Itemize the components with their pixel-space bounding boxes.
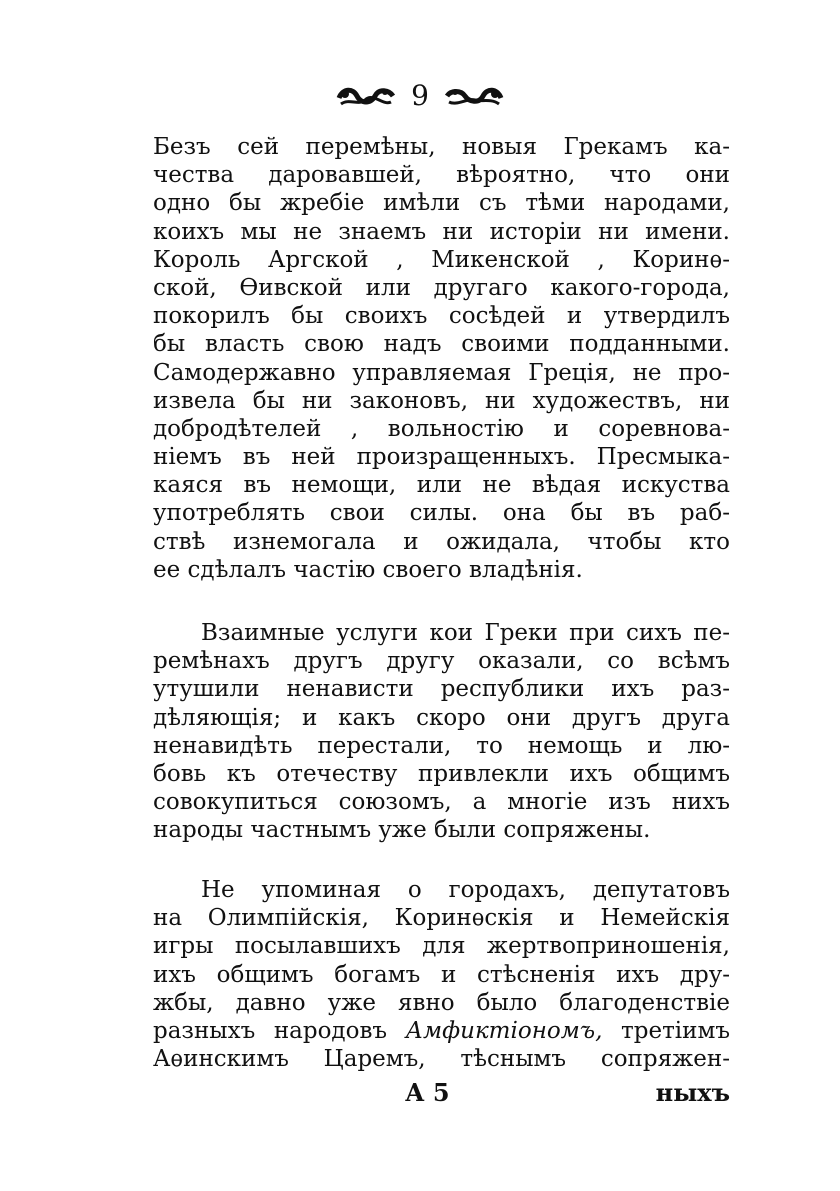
- paragraph-2: [153, 619, 730, 845]
- text-line: Не упоминая о городахъ, депутатовъ: [201, 877, 730, 903]
- text-line: жбы, давно уже явно было благоденствiе: [153, 989, 730, 1016]
- catchword: ныхъ: [655, 1078, 730, 1107]
- text-line: коихъ мы не знаемъ ни исторіи ни имени.: [153, 218, 730, 245]
- text-line: народы частнымъ уже были сопряжены.: [153, 817, 651, 844]
- text-line: нiемъ въ ней произращенныхъ. Пресмыка-: [153, 444, 730, 471]
- text-line: игры посылавшихъ для жертвоприношенiя,: [153, 933, 730, 960]
- text-line: Король Аргской , Микенской , Коринѳ-: [153, 246, 730, 273]
- text-line: покорилъ бы своихъ сосѣдей и утвердилъ: [153, 303, 730, 330]
- text-line: ремѣнахъ другъ другу оказали, со всѣмъ: [153, 648, 730, 675]
- page-number: 9: [411, 79, 429, 112]
- text-line: ее сдѣлалъ частiю своего владѣнiя.: [153, 556, 583, 583]
- text-line: утушили ненависти республики ихъ раз-: [153, 676, 730, 703]
- text-line: чества даровавшей, вѣроятно, что они: [153, 162, 730, 189]
- line-text: третiимъ: [621, 1017, 730, 1044]
- text-line: Безъ сей перемѣны, новыя Грекамъ ка-: [153, 134, 730, 160]
- text-line: дѣляющiя; и какъ скоро они другъ друга: [153, 704, 730, 731]
- text-line: бовь къ отечеству привлекли ихъ общимъ: [153, 760, 730, 787]
- ornament-left-icon: [335, 84, 397, 108]
- text-line: Аѳинскимъ Царемъ, тѣснымъ сопряжен-: [153, 1046, 730, 1073]
- ornament-right-icon: [443, 84, 505, 108]
- text-line: ненавидѣть перестали, то немощь и лю-: [153, 732, 730, 759]
- text-line: ской, Ѳивской или другаго какого-города,: [153, 274, 730, 301]
- text-line: совокупиться союзомъ, а многiе изъ нихъ: [153, 789, 730, 816]
- page-header: [0, 79, 840, 112]
- text-line: добродѣтелей , вольностiю и соревнова-: [153, 415, 730, 442]
- text-line-mixed: [153, 1017, 730, 1045]
- text-line: ствѣ изнемогала и ожидала, чтобы кто: [153, 528, 730, 555]
- paragraph-3: [153, 876, 730, 1073]
- text-line: одно бы жребіе имѣли съ тѣми народами,: [153, 190, 730, 217]
- text-line: на Олимпiйскiя, Коринѳскiя и Немейскiя: [153, 905, 730, 932]
- text-line: Самодержавно управляемая Грецiя, не про-: [153, 359, 730, 386]
- text-line: Взаимные услуги кои Греки при сихъ пе-: [201, 620, 730, 646]
- text-line: извела бы ни законовъ, ни художествъ, ни: [153, 387, 730, 414]
- paragraph-1: [153, 133, 730, 584]
- text-line: бы власть свою надъ своими подданными.: [153, 331, 730, 358]
- text-line: каяся въ немощи, или не вѣдая искуства: [153, 472, 730, 499]
- text-line: употреблять свои силы. она бы въ раб-: [153, 500, 730, 527]
- signature-mark: А 5: [405, 1078, 450, 1107]
- italic-name: Амфиктiономъ,: [405, 1017, 603, 1044]
- text-line: ихъ общимъ богамъ и стѣсненiя ихъ дру-: [153, 961, 730, 988]
- line-text: разныхъ народовъ: [153, 1017, 388, 1044]
